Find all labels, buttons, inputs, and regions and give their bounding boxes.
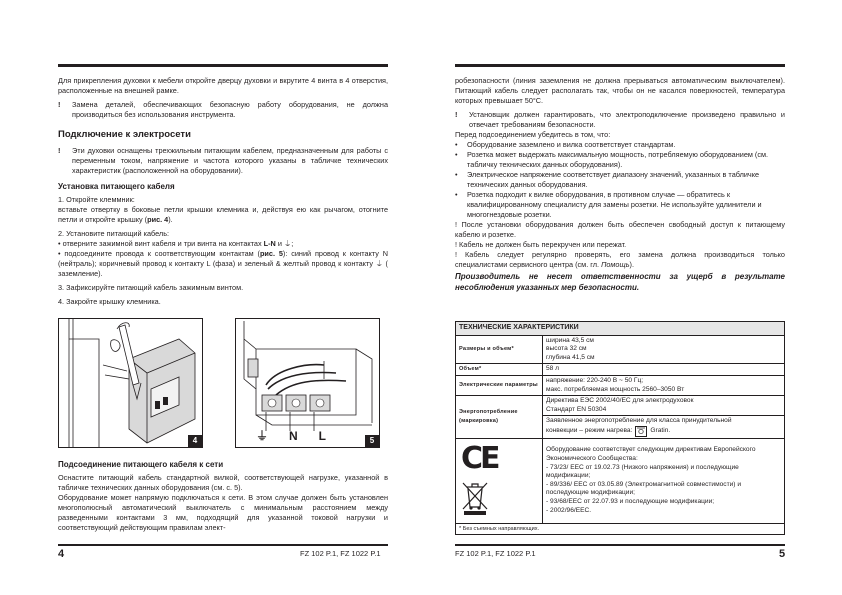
top-rule: [58, 64, 388, 67]
figure-ref: рис. 4: [147, 215, 169, 224]
ce-mark-icon: CE: [461, 440, 498, 476]
list-item: • Розетка может выдержать максимальную мощность, потребляемую оборудованием (см. табличку технических данных оборудования).: [455, 150, 769, 169]
connection-paragraph-2: Оборудование может напрямую подключаться к сети. В этом случае должен быть установлен многополюсный автоматический выключатель с минимальным расстоянием между разведенными контактами 3 мм, подходящий для указанной токовой нагрузки и соответствующий действующим правилам элект-: [58, 493, 388, 532]
figure-5-terminal-block: [235, 318, 380, 448]
figure-4-number: 4: [188, 435, 202, 447]
ground-terminal-label: ⏚: [256, 429, 269, 443]
step-4: 4. Закройте крышку клемника.: [58, 297, 161, 306]
electrical-value: напряжение: 220-240 В ~ 50 Гц; макс. потребляемая мощность 2560–3050 Вт: [543, 375, 785, 395]
left-text-column: [58, 76, 388, 307]
conformity-text: Оборудование соответствует следующим директивам Европейского Экономического Сообщества: - 73/23/ ЕЕС от 19.02.73 (Низкого напряжения) и последующие модификации; - 89/336/ ЕЕС от 03.05.89 (Электромагнитной совместимости) и последующие модификации; - 93/68/ЕЕС от 22.07.93 и последующие модификации; - 2002/96/ЕЕС.: [543, 438, 785, 523]
technical-specs-table: [455, 321, 785, 535]
cable-note: [58, 146, 388, 176]
inspection-note: ! Кабель следует регулярно проверять, его замена должна производиться только специалистами сервисного центра (см. гл. Помощь).: [455, 250, 785, 269]
list-item: • Розетка подходит к вилке оборудования, в противном случае — обратитесь к квалифицированному специалисту для замены розетки. Не используйте удлинители и многогнездовые розетки.: [455, 190, 762, 219]
liability-warning: Производитель не несет ответственности за ущерб в результате несоблюдения указанных мер безопасности.: [455, 272, 785, 292]
right-page: [421, 0, 842, 595]
right-text-column: [455, 76, 785, 293]
connection-paragraph-1: Оснастите питающий кабель стандартной вилкой, соответствующей нагрузке, указанной в табличке технических данных оборудования (см. с. 5).: [58, 473, 388, 492]
table-row: [456, 364, 785, 376]
list-item: • Оборудование заземлено и вилка соответствует стандартам.: [455, 140, 676, 149]
warning-mark: !: [455, 110, 458, 119]
continued-paragraph: робезопасности (линия заземления не должна прерываться автоматическим выключателем). Питающий кабель следует располагать так, чтобы он не касался поверхностей, температура которых превышает 50°C.: [455, 76, 785, 105]
bottom-rule: [58, 544, 388, 546]
model-footer: FZ 102 P.1, FZ 1022 P.1: [455, 549, 536, 558]
cable-note-text: Эти духовки оснащены трехжильным питающим кабелем, предназначенным для работы с переменным током, напряжение и частота которого указаны в табличке технических характеристик (расположенной на оборудовании).: [72, 146, 388, 175]
table-row: [456, 396, 785, 416]
figure-5-illustration: [236, 319, 379, 447]
bottom-rule: [455, 544, 785, 546]
step-1-text: вставьте отвертку в боковые петли крышки клемника и, действуя ею как рычагом, отогните петли и откройте крышку (рис. 4).: [58, 205, 388, 224]
electrical-label: Электрические параметры: [456, 375, 543, 395]
table-footnote: * Без съемных направляющих.: [456, 523, 785, 535]
step-3: 3. Зафиксируйте питающий кабель зажимным винтом.: [58, 283, 244, 292]
volume-value: 58 л: [543, 364, 785, 376]
mounting-paragraph: Для прикрепления духовки к мебели откройте дверцу духовки и вкрутите 4 винта в 4 отверстия, расположенные на внешней рамке.: [58, 76, 388, 95]
top-rule: [455, 64, 785, 67]
figure-4-illustration: [59, 319, 202, 447]
list-item: • Электрическое напряжение соответствует диапазону значений, указанных в табличке технических данных оборудования.: [455, 170, 760, 189]
access-note: ! После установки оборудования должен быть обеспечен свободный доступ к питающему кабелю и розетке.: [455, 220, 785, 239]
table-row: [456, 335, 785, 364]
kink-note: ! Кабель не должен быть перекручен или пережат.: [455, 240, 627, 249]
step-2: 2. Установите питающий кабель:: [58, 229, 170, 238]
page-number: 4: [58, 548, 65, 560]
checklist-intro: Перед подсоединением убедитесь в том, что:: [455, 130, 611, 139]
warning-mark: !: [58, 100, 61, 109]
warning-mark: !: [58, 146, 61, 155]
figure-ref: рис. 5: [259, 249, 283, 258]
installer-note-text: Установщик должен гарантировать, что электроподключение произведено правильно и отвечает требованиям безопасности.: [469, 110, 785, 129]
conformity-marks: [456, 438, 543, 523]
table-row: [456, 375, 785, 395]
step-1: 1. Откройте клеммник:: [58, 195, 135, 204]
volume-label: Объем*: [456, 364, 543, 376]
energy-directive: Директива ЕЭС 2002/40/ЕС для электродуховок Стандарт EN 50304: [543, 396, 785, 416]
help-ref: Помощь: [601, 260, 630, 269]
installer-note: [455, 110, 785, 130]
connection-title: Подсоединение питающего кабеля к сети: [58, 460, 224, 469]
install-title: Установка питающего кабеля: [58, 182, 175, 191]
section-title: Подключение к электросети: [58, 129, 191, 140]
step-2-bullet-1: • отверните зажимной винт кабеля и три винта на контактах L-N и ⏚;: [58, 239, 294, 248]
step-2-bullet-2: • подсоедините провода к соответствующим контактам (рис. 5): синий провод к контакту N (нейтраль); коричневый провод к контакту L (фаза) и зеленый & желтый провод к контакту ⏚ ( заземление).: [58, 249, 388, 278]
tools-note-text: Замена деталей, обеспечивающих безопасную работу оборудования, не должна производиться без использования инструмента.: [72, 100, 388, 119]
dimensions-value: ширина 43,5 см высота 32 см глубина 41,5 см: [543, 335, 785, 364]
table-row: [456, 438, 785, 523]
page-number: 5: [779, 548, 786, 560]
energy-consumption: Заявленное энергопотребление для класса принудительной конвекции – режим нагрева: Gratin.: [543, 416, 785, 439]
model-footer: FZ 102 P.1, FZ 1022 P.1: [300, 549, 381, 558]
neutral-terminal-label: N: [289, 429, 298, 443]
tools-note: [58, 100, 388, 120]
left-bottom-column: [58, 460, 388, 533]
table-row: [456, 523, 785, 535]
figure-4-terminal-cover: [58, 318, 203, 448]
energy-label: Энергопотребление (маркировка): [456, 396, 543, 439]
terminal-labels: [256, 429, 326, 443]
checklist: [455, 140, 785, 220]
weee-bin-icon: [462, 481, 488, 515]
dimensions-label: Размеры и объем*: [456, 335, 543, 364]
fan-oven-icon: [635, 426, 647, 437]
figure-5-number: 5: [365, 435, 379, 447]
table-title: ТЕХНИЧЕСКИЕ ХАРАКТЕРИСТИКИ: [456, 322, 785, 336]
live-terminal-label: L: [318, 429, 326, 443]
